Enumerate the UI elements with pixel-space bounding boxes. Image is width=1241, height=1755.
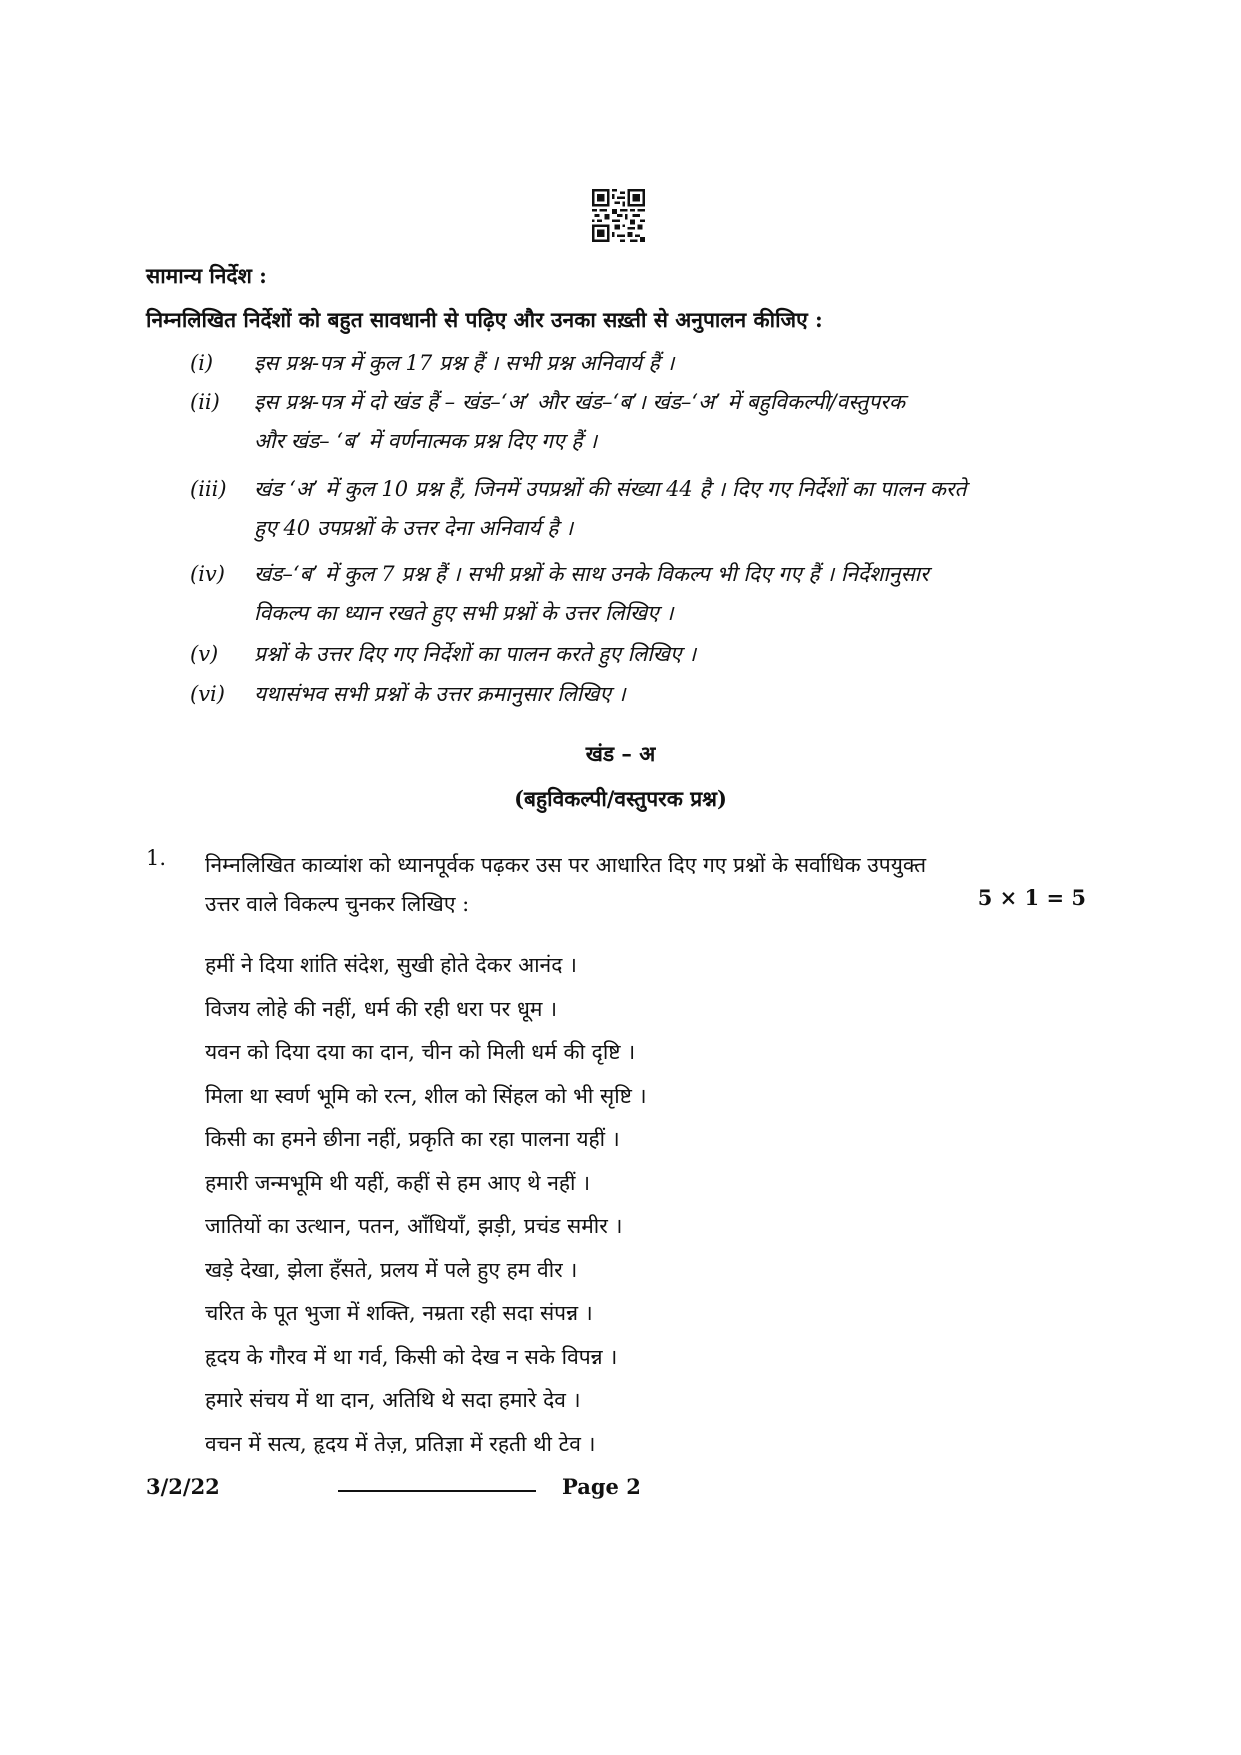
instruction-number: (ii) — [190, 390, 220, 414]
instruction-number: (vi) — [190, 682, 225, 706]
poem-line: हमारी जन्मभूमि थी यहीं, कहीं से हम आए थे नहीं । — [205, 1170, 591, 1195]
general-instructions-title: सामान्य निर्देश : — [146, 263, 267, 288]
general-instructions-subtitle: निम्नलिखित निर्देशों को बहुत सावधानी से पढ़िए और उनका सख़्ती से अनुपालन कीजिए : — [146, 307, 823, 332]
paper-code: 3/2/22 — [146, 1474, 220, 1499]
instruction-text: खंड ‘अ’ में कुल 10 प्रश्न हैं, जिनमें उपप्रश्नों की संख्या 44 है । दिए गए निर्देशों का पालन करते — [254, 477, 967, 501]
instruction-number: (iv) — [190, 562, 225, 586]
poem-line: वचन में सत्य, हृदय में तेज़, प्रतिज्ञा में रहती थी टेव । — [205, 1431, 596, 1456]
poem-line: जातियों का उत्थान, पतन, आँधियाँ, झड़ी, प्रचंड समीर । — [205, 1214, 623, 1238]
poem-line: मिला था स्वर्ण भूमि को रत्न, शील को सिंहल को भी सृष्टि । — [205, 1083, 647, 1108]
poem-line: किसी का हमने छीना नहीं, प्रकृति का रहा पालना यहीं । — [205, 1127, 620, 1151]
instruction-text: और खंड– ‘ब’ में वर्णनात्मक प्रश्न दिए गए हैं । — [254, 429, 598, 453]
poem-line: हृदय के गौरव में था गर्व, किसी को देख न सके विपन्न । — [205, 1344, 618, 1369]
instruction-number: (iii) — [190, 477, 227, 501]
question-text — [205, 846, 1085, 924]
question-line: उत्तर वाले विकल्प चुनकर लिखिए : — [205, 892, 470, 916]
poem-passage — [205, 944, 1085, 1466]
qr-code-icon — [592, 189, 645, 242]
instruction-text: विकल्प का ध्यान रखते हुए सभी प्रश्नों के उत्तर लिखिए । — [254, 601, 674, 625]
instruction-text: इस प्रश्न-पत्र में कुल 17 प्रश्न हैं । सभी प्रश्न अनिवार्य हैं । — [254, 351, 675, 375]
poem-line: खड़े देखा, झेला हँसते, प्रलय में पले हुए हम वीर । — [205, 1257, 578, 1282]
poem-line: विजय लोहे की नहीं, धर्म की रही धरा पर धूम । — [205, 996, 558, 1021]
section-title: खंड – अ — [585, 741, 656, 766]
footer-divider — [338, 1490, 536, 1492]
instruction-text: खंड–‘ब’ में कुल 7 प्रश्न हैं । सभी प्रश्नों के साथ उनके विकल्प भी दिए गए हैं । निर्देशानुसार — [254, 562, 929, 586]
instruction-number: (v) — [190, 642, 219, 666]
question-number: 1. — [146, 846, 167, 870]
poem-line: यवन को दिया दया का दान, चीन को मिली धर्म की दृष्टि । — [205, 1040, 636, 1064]
page-number: Page 2 — [562, 1474, 641, 1499]
poem-line: चरित के पूत भुजा में शक्ति, नम्रता रही सदा संपन्न । — [205, 1301, 593, 1325]
instruction-number: (i) — [190, 351, 214, 375]
poem-line: हमीं ने दिया शांति संदेश, सुखी होते देकर आनंद । — [205, 953, 577, 977]
question-marks: 5 × 1 = 5 — [977, 885, 1086, 910]
instruction-text: हुए 40 उपप्रश्नों के उत्तर देना अनिवार्य है । — [254, 516, 574, 540]
section-subtitle: (बहुविकल्पी/वस्तुपरक प्रश्न) — [514, 786, 727, 811]
instruction-text: यथासंभव सभी प्रश्नों के उत्तर क्रमानुसार लिखिए । — [254, 682, 626, 706]
instruction-text: इस प्रश्न-पत्र में दो खंड हैं – खंड–‘अ’ और खंड–‘ब’। खंड–‘अ’ में बहुविकल्पी/वस्तुपरक — [254, 390, 905, 414]
poem-line: हमारे संचय में था दान, अतिथि थे सदा हमारे देव । — [205, 1388, 581, 1412]
instruction-text: प्रश्नों के उत्तर दिए गए निर्देशों का पालन करते हुए लिखिए । — [254, 642, 697, 666]
question-line: निम्नलिखित काव्यांश को ध्यानपूर्वक पढ़कर उस पर आधारित दिए गए प्रश्नों के सर्वाधिक उपयुक्त — [205, 853, 927, 877]
